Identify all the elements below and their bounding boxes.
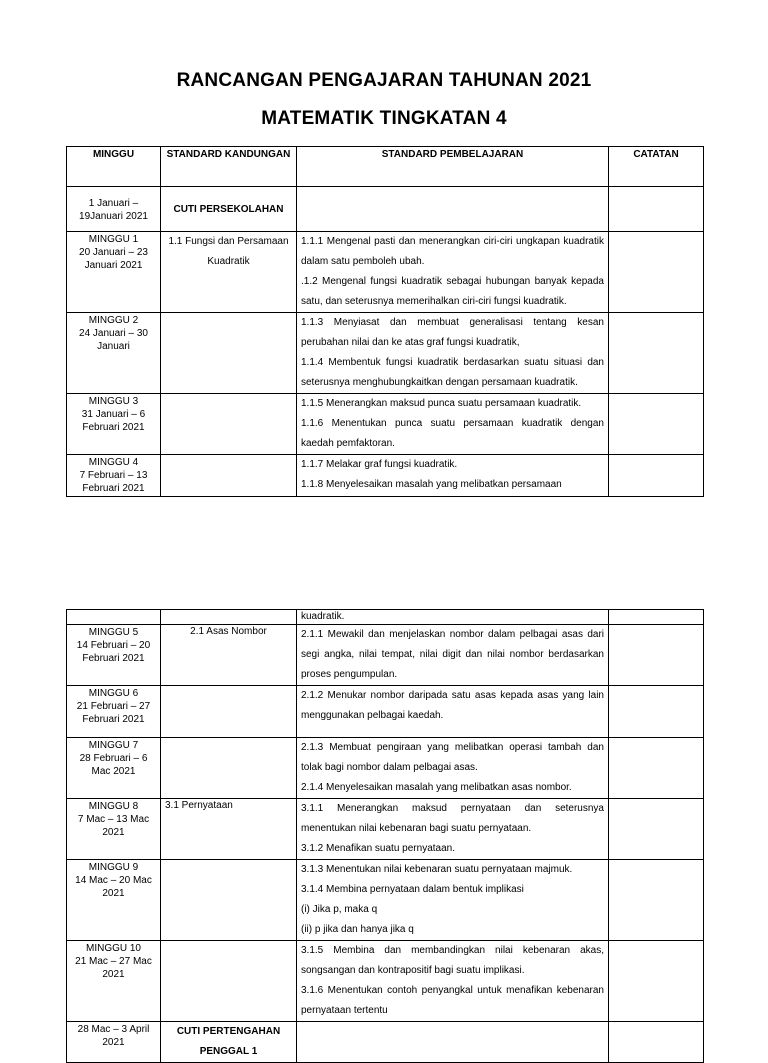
header-standard-pembelajaran: STANDARD PEMBELAJARAN <box>297 147 609 187</box>
table-row <box>67 313 704 394</box>
week-cell <box>67 313 161 394</box>
week-line: 14 Februari – 20 <box>76 640 151 651</box>
week-line: MINGGU 4 <box>88 457 139 468</box>
table-row <box>67 187 704 232</box>
week-cell <box>67 860 161 941</box>
catatan-cell <box>609 394 704 455</box>
week-line: MINGGU 3 <box>88 396 139 407</box>
week-line: 28 Mac – 3 April <box>77 1024 150 1035</box>
sp-item: 1.1.8 Menyelesaikan masalah yang melibatkan persamaan <box>301 479 562 490</box>
week-line: Februari 2021 <box>82 653 145 664</box>
sp-item: 3.1.6 Menentukan contoh penyangkal untuk menafikan kebenaran pernyataan tertentu <box>301 985 604 1016</box>
catatan-cell <box>609 738 704 799</box>
table-row <box>67 455 704 497</box>
table-row <box>67 941 704 1022</box>
sk-cell <box>161 738 297 799</box>
sk-cell <box>161 455 297 497</box>
sp-cell <box>297 394 609 455</box>
week-line: MINGGU 7 <box>88 740 139 751</box>
catatan-cell <box>609 232 704 313</box>
holiday-cell: CUTI PERSEKOLAHAN <box>161 187 297 232</box>
sp-item: .1.2 Mengenal fungsi kuadratik sebagai hubungan banyak kepada satu, dan seterusnya memerihalkan ciri-ciri fungsi kuadratik. <box>301 276 604 307</box>
catatan-cell <box>609 187 704 232</box>
sp-cell <box>297 313 609 394</box>
lesson-plan-table-1 <box>66 146 704 497</box>
week-cell <box>67 686 161 738</box>
sp-item: 3.1.1 Menerangkan maksud pernyataan dan seterusnya menentukan nilai kebenaran bagi suatu pernyataan. <box>301 803 604 834</box>
sp-cell <box>297 455 609 497</box>
sp-item: 1.1.6 Menentukan punca suatu persamaan kuadratik dengan kaedah pemfaktoran. <box>301 418 604 449</box>
week-cell <box>67 625 161 686</box>
sk-cell <box>161 686 297 738</box>
catatan-cell <box>609 941 704 1022</box>
sp-item: 2.1.2 Menukar nombor daripada satu asas kepada asas yang lain menggunakan pelbagai kaedah. <box>301 690 604 721</box>
sk-cell: 3.1 Pernyataan <box>161 799 297 860</box>
table-row <box>67 394 704 455</box>
week-line: Februari 2021 <box>82 714 145 725</box>
week-line: 24 Januari – 30 <box>79 328 148 339</box>
week-line: MINGGU 10 <box>85 943 141 954</box>
table-row <box>67 799 704 860</box>
week-cell <box>67 941 161 1022</box>
week-line: MINGGU 2 <box>88 315 139 326</box>
sp-item: 3.1.5 Membina dan membandingkan nilai kebenaran akas, songsangan dan kontrapositif bagi suatu implikasi. <box>301 945 604 976</box>
catatan-cell <box>609 455 704 497</box>
week-cell <box>67 232 161 313</box>
sp-item: 1.1.4 Membentuk fungsi kuadratik berdasarkan suatu situasi dan seterusnya menghubungkaitkan dengan persamaan kuadratik. <box>301 357 604 388</box>
sp-item: 1.1.7 Melakar graf fungsi kuadratik. <box>301 459 458 470</box>
week-line: Januari 2021 <box>84 260 143 271</box>
week-cell <box>67 187 161 232</box>
week-line: Mac 2021 <box>91 766 136 777</box>
week-line: Januari <box>97 341 130 352</box>
week-line: MINGGU 8 <box>88 801 139 812</box>
week-line: 20 Januari – 23 <box>79 247 148 258</box>
sk-cell: 1.1 Fungsi dan Persamaan Kuadratik <box>161 232 297 313</box>
table-row <box>67 738 704 799</box>
sp-item: 1.1.3 Menyiasat dan membuat generalisasi tentang kesan perubahan nilai dan ke atas graf fungsi kuadratik, <box>301 317 604 348</box>
sp-item: 1.1.5 Menerangkan maksud punca suatu persamaan kuadratik. <box>301 398 582 409</box>
document-subtitle: MATEMATIK TINGKATAN 4 <box>261 108 507 129</box>
week-cell <box>67 455 161 497</box>
table-row <box>67 860 704 941</box>
catatan-cell <box>609 313 704 394</box>
holiday-cell: CUTI PERTENGAHAN PENGGAL 1 <box>161 1022 297 1063</box>
sp-cell <box>297 686 609 738</box>
sk-cell <box>161 610 297 625</box>
catatan-cell <box>609 610 704 625</box>
week-line: 7 Mac – 13 Mac <box>77 814 150 825</box>
sp-item: 2.1.1 Mewakil dan menjelaskan nombor dalam pelbagai asas dari segi angka, nilai tempat, nilai digit dan nilai nombor berdasarkan proses pengumpulan. <box>301 629 604 680</box>
document-title: RANCANGAN PENGAJARAN TAHUNAN 2021 <box>176 70 592 91</box>
catatan-cell <box>609 799 704 860</box>
week-line: 21 Februari – 27 <box>76 701 151 712</box>
header-standard-kandungan: STANDARD KANDUNGAN <box>161 147 297 187</box>
week-line: 14 Mac – 20 Mac <box>75 875 152 886</box>
table-row <box>67 232 704 313</box>
table-row <box>67 625 704 686</box>
table-row <box>67 610 704 625</box>
sk-cell <box>161 313 297 394</box>
sk-cell: 2.1 Asas Nombor <box>161 625 297 686</box>
week-cell <box>67 394 161 455</box>
sp-cell <box>297 738 609 799</box>
catatan-cell <box>609 686 704 738</box>
sp-item: 1.1.1 Mengenal pasti dan menerangkan ciri-ciri ungkapan kuadratik dalam satu pemboleh ubah. <box>301 236 604 267</box>
week-line: 1 Januari – <box>88 197 139 209</box>
sp-item: 3.1.4 Membina pernyataan dalam bentuk implikasi <box>301 884 524 895</box>
sp-item: kuadratik. <box>301 611 345 622</box>
table-row <box>67 686 704 738</box>
sp-cell <box>297 610 609 625</box>
week-line: 2021 <box>102 888 125 899</box>
catatan-cell <box>609 625 704 686</box>
sp-cell <box>297 187 609 232</box>
sp-cell <box>297 232 609 313</box>
sk-cell <box>161 394 297 455</box>
week-line: 28 Februari – 6 <box>79 753 148 764</box>
sp-cell <box>297 860 609 941</box>
week-line: 7 Februari – 13 <box>79 470 148 481</box>
week-cell <box>67 1022 161 1063</box>
sp-cell <box>297 941 609 1022</box>
week-line: MINGGU 1 <box>88 234 139 245</box>
week-line: 2021 <box>102 1037 125 1048</box>
sp-cell <box>297 625 609 686</box>
week-line: Februari 2021 <box>82 483 145 494</box>
sp-item: 2.1.4 Menyelesaikan masalah yang melibatkan asas nombor. <box>301 782 572 793</box>
week-line: MINGGU 6 <box>88 688 139 699</box>
week-cell <box>67 738 161 799</box>
sp-item: 3.1.2 Menafikan suatu pernyataan. <box>301 843 455 854</box>
catatan-cell <box>609 860 704 941</box>
table-header-row <box>67 147 704 187</box>
catatan-cell <box>609 1022 704 1063</box>
sk-cell <box>161 860 297 941</box>
week-cell <box>67 610 161 625</box>
week-line: 19Januari 2021 <box>79 210 148 222</box>
sk-cell <box>161 941 297 1022</box>
week-line: Februari 2021 <box>82 422 145 433</box>
sp-cell <box>297 1022 609 1063</box>
week-line: 2021 <box>102 827 125 838</box>
sp-item: (ii) p jika dan hanya jika q <box>301 924 414 935</box>
week-line: 31 Januari – 6 <box>81 409 146 420</box>
week-line: MINGGU 9 <box>88 862 139 873</box>
week-line: 21 Mac – 27 Mac <box>75 956 152 967</box>
header-minggu: MINGGU <box>67 147 161 187</box>
table-row <box>67 1022 704 1063</box>
week-line: 2021 <box>102 969 125 980</box>
sp-item: 2.1.3 Membuat pengiraan yang melibatkan operasi tambah dan tolak bagi nombor dalam pelbagai asas. <box>301 742 604 773</box>
lesson-plan-table-2 <box>66 609 704 1063</box>
sp-item: (i) Jika p, maka q <box>301 904 378 915</box>
sp-item: 3.1.3 Menentukan nilai kebenaran suatu pernyataan majmuk. <box>301 864 573 875</box>
week-line: MINGGU 5 <box>88 627 139 638</box>
sp-cell <box>297 799 609 860</box>
header-catatan: CATATAN <box>609 147 704 187</box>
week-cell <box>67 799 161 860</box>
